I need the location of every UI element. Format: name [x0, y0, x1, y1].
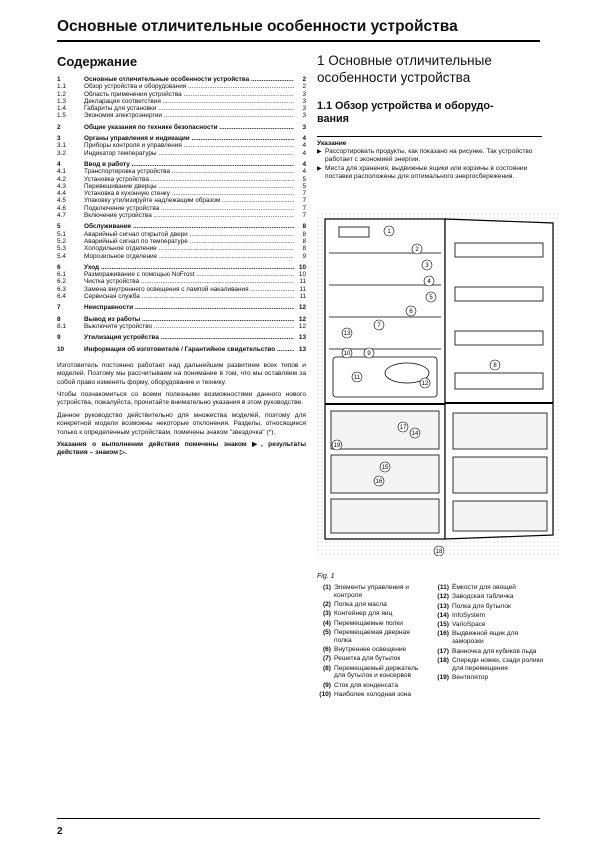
toc-entry-number: 1.1 [57, 83, 66, 91]
toc-entry-label: Размораживание с помощью NoFrost ..... [84, 271, 294, 278]
callout-16 [374, 476, 384, 486]
toc-entry-number: 5.4 [57, 252, 66, 260]
callout-number: 17 [399, 425, 407, 431]
toc-entry-row [57, 271, 306, 278]
toc-entry-page: 13 [298, 334, 306, 342]
toc-entry-row [57, 278, 306, 285]
toc-entry-page: 3 [302, 123, 306, 131]
toc-entry-row [57, 176, 306, 183]
legend-text: Перемещаемый держатель для бутылок и консервов [334, 664, 419, 680]
toc-entry-number: 4.6 [57, 204, 66, 212]
toc-entry-row [57, 183, 306, 190]
toc-entry-page: 5 [302, 182, 306, 190]
legend-number: (17) [437, 647, 449, 655]
right-column [317, 52, 542, 181]
callout-number: 7 [377, 323, 381, 329]
toc-entry-label: Аварийный сигнал по температуре ..... [84, 238, 294, 245]
toc-entry-number: 1.3 [57, 97, 66, 105]
toc-entry-number: 1 [57, 76, 61, 83]
toc-entry-page: 5 [302, 175, 306, 183]
toc-entry-label: Габариты для установки ..... [84, 105, 294, 112]
legend-number: (6) [322, 646, 331, 654]
legend-number: (15) [437, 621, 449, 629]
callout-10 [342, 348, 352, 358]
toc-entry-label: Установка устройства ..... [84, 176, 294, 183]
legend-text: Выдвижной ящик для заморозки [452, 630, 519, 646]
callout-number: 3 [425, 263, 429, 269]
toc-entry-page: 7 [302, 190, 306, 198]
legend-item [435, 603, 547, 611]
toc-section-row [57, 135, 306, 142]
toc-entry-number: 4.1 [57, 168, 66, 176]
legend-number: (19) [437, 673, 449, 681]
toc-entry-label: Сервисная служба ..... [84, 293, 294, 300]
toc-section-row [57, 161, 306, 168]
callout-number: 10 [343, 351, 351, 357]
toc-entry-label: Декларация соответствия ..... [84, 98, 294, 105]
note-title: Указание [317, 140, 347, 147]
legend-number: (10) [319, 691, 331, 699]
toc-entry-label: Транспортировка устройства ..... [84, 168, 294, 175]
footer-rule [57, 818, 540, 819]
toc-entry-number: 7 [57, 304, 61, 312]
header-rule [57, 40, 540, 42]
callout-15 [380, 462, 390, 472]
legend-item [317, 620, 429, 628]
legend-item [435, 612, 547, 620]
legend-item [435, 657, 547, 673]
toc-entry-number: 6.1 [57, 271, 66, 279]
callout-14 [410, 428, 420, 438]
legend-text: Наиболее холодная зона [334, 691, 412, 699]
legend-number: (18) [437, 656, 449, 664]
callout-number: 9 [367, 351, 371, 357]
callout-1 [384, 226, 394, 236]
legend-number: (7) [322, 655, 331, 663]
legend-item [317, 601, 429, 609]
legend-number: (9) [322, 681, 331, 689]
legend-text: Элементы управления и контроля [334, 584, 409, 599]
page-header-title: Основные отличительные особенности устройства [57, 18, 458, 35]
toc-section-row [57, 304, 306, 311]
callout-number: 12 [421, 381, 429, 387]
toc-entry-row [57, 212, 306, 219]
toc-entry-label: Подключение устройства ..... [84, 205, 294, 212]
legend-item [317, 646, 429, 654]
legend-text: Перемещаемые полки [334, 619, 403, 627]
toc-entry-number: 9 [57, 334, 61, 342]
legend-text: Ёмкости для овощей [452, 584, 516, 591]
callout-number: 13 [343, 331, 351, 337]
toc-section-row [57, 76, 306, 83]
toc-entry-label: Установка в кухонную стенку ..... [84, 190, 294, 197]
toc-entry-number: 4 [57, 160, 61, 168]
fridge-diagram [317, 213, 559, 556]
callout-number: 5 [429, 295, 433, 301]
toc-entry-number: 5.3 [57, 245, 66, 253]
callout-number: 18 [435, 549, 443, 555]
toc-entry-number: 5.1 [57, 230, 66, 238]
toc-entry-number: 8 [57, 315, 61, 323]
legend-item [317, 691, 429, 699]
legend-number: (2) [322, 601, 331, 609]
callout-7 [374, 320, 384, 330]
section-heading-line-2: особенности устройства [317, 70, 471, 85]
intro-paragraph-2: Чтобы познакомиться со всеми полезными возможностями данного нового устройства, пожалуйста, прочитайте внимательно указания в этом руководстве. [57, 391, 306, 407]
callout-9 [364, 348, 374, 358]
toc-entry-page: 12 [298, 322, 306, 330]
toc-entry-page: 7 [302, 197, 306, 205]
figure-legend [317, 584, 547, 700]
note-item [317, 165, 542, 181]
legend-column-right [435, 584, 547, 700]
toc-entry-page: 3 [302, 97, 306, 105]
toc-entry-page: 8 [302, 223, 306, 231]
toc-entry-page: 10 [298, 263, 306, 271]
note-item [317, 148, 542, 164]
callout-3 [422, 260, 432, 270]
legend-text: Перемещаемая дверная полка [334, 628, 410, 644]
toc-entry-row [57, 91, 306, 98]
legend-number: (4) [322, 619, 331, 627]
toc-entry-page: 8 [302, 245, 306, 253]
intro-paragraph-3: Данное руководство действительно для множества моделей, поэтому для конкретной модели возможны некоторые отклонения. Разделы, относящиеся только к определенным устройствам, помечены знаком "звездочка" (*). [57, 411, 306, 436]
legend-item [317, 655, 429, 663]
toc-entry-page: 10 [298, 271, 306, 279]
toc-entry-row [57, 142, 306, 149]
intro-paragraph-4: Указания о выполнении действия помечены знаком ▶, результаты действия – знаком ▷. [57, 441, 306, 457]
toc-entry-row [57, 253, 306, 260]
toc-entry-row [57, 98, 306, 105]
toc-section-row [57, 223, 306, 230]
section-heading-line-1: 1 Основные отличительные [317, 53, 492, 68]
toc-entry-page: 12 [298, 304, 306, 312]
subsection-heading-line-1: 1.1 Обзор устройства и оборудо- [317, 100, 494, 112]
toc-entry-row [57, 238, 306, 245]
toc-entry-number: 6 [57, 263, 61, 271]
note-box [317, 136, 542, 181]
toc-entry-number: 4.7 [57, 212, 66, 220]
toc-entry-row [57, 286, 306, 293]
toc-entry-label: Приборы контроля и управления ..... [84, 142, 294, 149]
toc-section-row [57, 316, 306, 323]
toc-entry-row [57, 105, 306, 112]
note-item-text: Места для хранения, выдвижные ящики или корзины в состоянии поставки расположены для оптимального энергосбережения. [325, 164, 528, 180]
callout-2 [412, 244, 422, 254]
toc-entry-page: 13 [298, 345, 306, 353]
toc-entry-page: 8 [302, 237, 306, 245]
callout-5 [426, 292, 436, 302]
compartment-divider [325, 403, 445, 405]
toc-entry-number: 5 [57, 223, 61, 231]
legend-number: (3) [322, 610, 331, 618]
toc-entry-row [57, 83, 306, 90]
toc-entry-label: Перевешивание дверцы ..... [84, 183, 294, 190]
door-freezer-panels [453, 413, 547, 531]
legend-item [317, 610, 429, 618]
toc-entry-page: 4 [302, 149, 306, 157]
toc-entry-label: Выключите устройство ..... [84, 323, 294, 330]
legend-number: (14) [437, 611, 449, 619]
legend-text: VarioSpace [452, 621, 486, 629]
toc-entry-number: 4.2 [57, 175, 66, 183]
legend-number: (1) [322, 584, 331, 591]
toc-entry-number: 8.1 [57, 322, 66, 330]
toc-entry-label: Упаковку утилизируйте надлежащим образом ..... [84, 197, 294, 204]
toc-entry-number: 1.4 [57, 105, 66, 113]
callout-6 [406, 306, 416, 316]
callout-number: 4 [427, 279, 431, 285]
callout-number: 8 [493, 363, 497, 369]
page-number: 2 [57, 826, 63, 837]
toc-entry-page: 8 [302, 230, 306, 238]
toc-entry-number: 1.2 [57, 90, 66, 98]
toc-section-row [57, 264, 306, 271]
callout-number: 1 [387, 229, 391, 235]
callout-18 [434, 546, 444, 556]
toc-title: Содержание [57, 54, 138, 69]
legend-text: Внутреннее освещение [334, 646, 407, 654]
callout-8 [490, 360, 500, 370]
toc-list [57, 76, 306, 353]
toc-entry-label: Экономия электроэнергии ..... [84, 112, 294, 119]
toc-entry-number: 10 [57, 345, 65, 353]
callout-number: 14 [411, 431, 419, 437]
legend-text: Контейнер для яиц [334, 610, 393, 618]
figure-caption: Fig. 1 [317, 573, 335, 580]
callout-number: 2 [415, 247, 419, 253]
section-heading [317, 52, 542, 86]
toc-entry-row [57, 168, 306, 175]
legend-text: Ванночка для кубиков льда [452, 647, 537, 655]
toc-entry-page: 4 [302, 142, 306, 150]
toc-entry-number: 6.4 [57, 293, 66, 301]
legend-number: (5) [322, 628, 331, 636]
toc-entry-number: 3.2 [57, 149, 66, 157]
toc-entry-label: Основные отличительные особенности устройства ..... [84, 76, 294, 83]
toc-entry-page: 3 [302, 112, 306, 120]
left-column [57, 54, 306, 462]
toc-entry-label: Индикатор температуры ..... [84, 150, 294, 157]
callout-13 [342, 328, 352, 338]
legend-item [435, 648, 547, 656]
callout-number: 6 [409, 309, 413, 315]
legend-text: Заводская табличка [452, 593, 514, 601]
toc-entry-page: 2 [302, 76, 306, 83]
toc-entry-label: Органы управления и индикации ..... [84, 135, 294, 142]
toc-entry-number: 4.5 [57, 197, 66, 205]
callout-number: 15 [381, 465, 389, 471]
toc-section-row [57, 334, 306, 341]
toc-entry-page: 4 [302, 168, 306, 176]
toc-entry-label: Морозильное отделение ..... [84, 253, 294, 260]
toc-entry-number: 2 [57, 123, 61, 131]
toc-entry-label: Утилизация устройства ..... [84, 334, 294, 341]
callout-number: 19 [333, 443, 341, 449]
callout-12 [420, 378, 430, 388]
toc-entry-label: Замена внутреннего освещения с лампой накаливания ..... [84, 286, 294, 293]
toc-section-row [57, 124, 306, 131]
toc-entry-page: 11 [299, 285, 306, 293]
toc-entry-number: 6.3 [57, 285, 66, 293]
toc-entry-label: Область применения устройства ..... [84, 91, 294, 98]
toc-entry-label: Аварийный сигнал открытой двери ..... [84, 231, 294, 238]
legend-item [435, 621, 547, 629]
toc-entry-page: 2 [302, 83, 306, 91]
legend-item [317, 629, 429, 645]
action-arrow-icon: ▶ [317, 149, 322, 156]
legend-item [317, 682, 429, 690]
legend-item [317, 584, 429, 600]
subsection-heading-line-2: вания [317, 113, 349, 125]
toc-entry-number: 5.2 [57, 237, 66, 245]
legend-text: Вентилятор [452, 673, 489, 681]
toc-entry-page: 3 [302, 105, 306, 113]
toc-entry-label: Включение устройства ..... [84, 212, 294, 219]
legend-number: (11) [437, 584, 449, 591]
toc-entry-row [57, 190, 306, 197]
callout-4 [424, 276, 434, 286]
toc-entry-page: 7 [302, 212, 306, 220]
legend-text: Сток для конденсата [334, 681, 399, 689]
legend-number: (13) [437, 602, 449, 610]
toc-entry-page: 7 [302, 204, 306, 212]
intro-paragraph-1: Изготовитель постоянно работает над дальнейшим развитием всех типов и моделей. Поэтому мы рассчитываем на понимание в том, что мы оставляем за собой право изменять форму, оборудование и технику. [57, 361, 306, 386]
legend-item [435, 593, 547, 601]
legend-item [435, 674, 547, 682]
toc-entry-number: 1.5 [57, 112, 66, 120]
toc-entry-label: Общие указания по технике безопасности ..... [84, 124, 294, 131]
toc-entry-number: 3 [57, 135, 61, 143]
legend-item [435, 630, 547, 646]
action-arrow-icon: ▶ [317, 165, 322, 172]
toc-entry-label: Чистка устройства ..... [84, 278, 294, 285]
toc-entry-label: Вывод из работы ..... [84, 316, 294, 323]
callout-number: 16 [375, 479, 383, 485]
subsection-heading [317, 100, 542, 126]
toc-entry-page: 12 [298, 315, 306, 323]
fridge-illustration [317, 213, 559, 556]
toc-entry-row [57, 197, 306, 204]
legend-item [435, 584, 547, 592]
callout-19 [332, 440, 342, 450]
toc-entry-page: 3 [302, 90, 306, 98]
toc-section-row [57, 346, 306, 353]
toc-entry-label: Информация об изготовителе / Гарантийное свидетельство ..... [84, 346, 294, 353]
toc-entry-page: 11 [299, 293, 306, 301]
toc-entry-page: 11 [299, 278, 306, 286]
legend-column-left [317, 584, 429, 700]
toc-entry-number: 4.4 [57, 190, 66, 198]
legend-text: InfoSystem [452, 611, 485, 619]
legend-text: Решетка для бутылок [334, 655, 401, 663]
toc-entry-label: Неисправности ..... [84, 304, 294, 311]
toc-entry-page: 9 [302, 252, 306, 260]
toc-entry-label: Уход ..... [84, 264, 294, 271]
toc-entry-row [57, 150, 306, 157]
toc-entry-row [57, 231, 306, 238]
callout-11 [352, 372, 362, 382]
legend-number: (8) [322, 664, 331, 672]
toc-entry-row [57, 112, 306, 119]
toc-entry-number: 6.2 [57, 278, 66, 286]
legend-text: Полка для масла [334, 601, 387, 609]
toc-entry-number: 3.1 [57, 142, 66, 150]
note-item-text: Рассортировать продукты, как показано на рисунке. Так устройство работает с экономией энергии. [325, 148, 533, 164]
legend-item [317, 665, 429, 681]
toc-entry-row [57, 293, 306, 300]
callout-number: 11 [353, 375, 361, 381]
toc-entry-page: 4 [302, 135, 306, 143]
toc-entry-label: Холодильное отделение ..... [84, 245, 294, 252]
toc-entry-label: Ввод в работу ..... [84, 161, 294, 168]
toc-entry-label: Обслуживание ..... [84, 223, 294, 230]
legend-text: Полка для бутылок [452, 602, 511, 610]
toc-entry-number: 4.3 [57, 182, 66, 190]
toc-entry-row [57, 323, 306, 330]
legend-text: Спереди ножки, сзади ролики для перемещения [452, 656, 544, 672]
toc-entry-page: 4 [302, 160, 306, 168]
legend-number: (12) [437, 593, 449, 601]
toc-entry-row [57, 245, 306, 252]
callout-17 [398, 422, 408, 432]
legend-number: (16) [437, 630, 449, 638]
intro-text [57, 362, 306, 458]
toc-entry-label: Обзор устройства и оборудования ..... [84, 83, 294, 90]
toc-entry-row [57, 205, 306, 212]
